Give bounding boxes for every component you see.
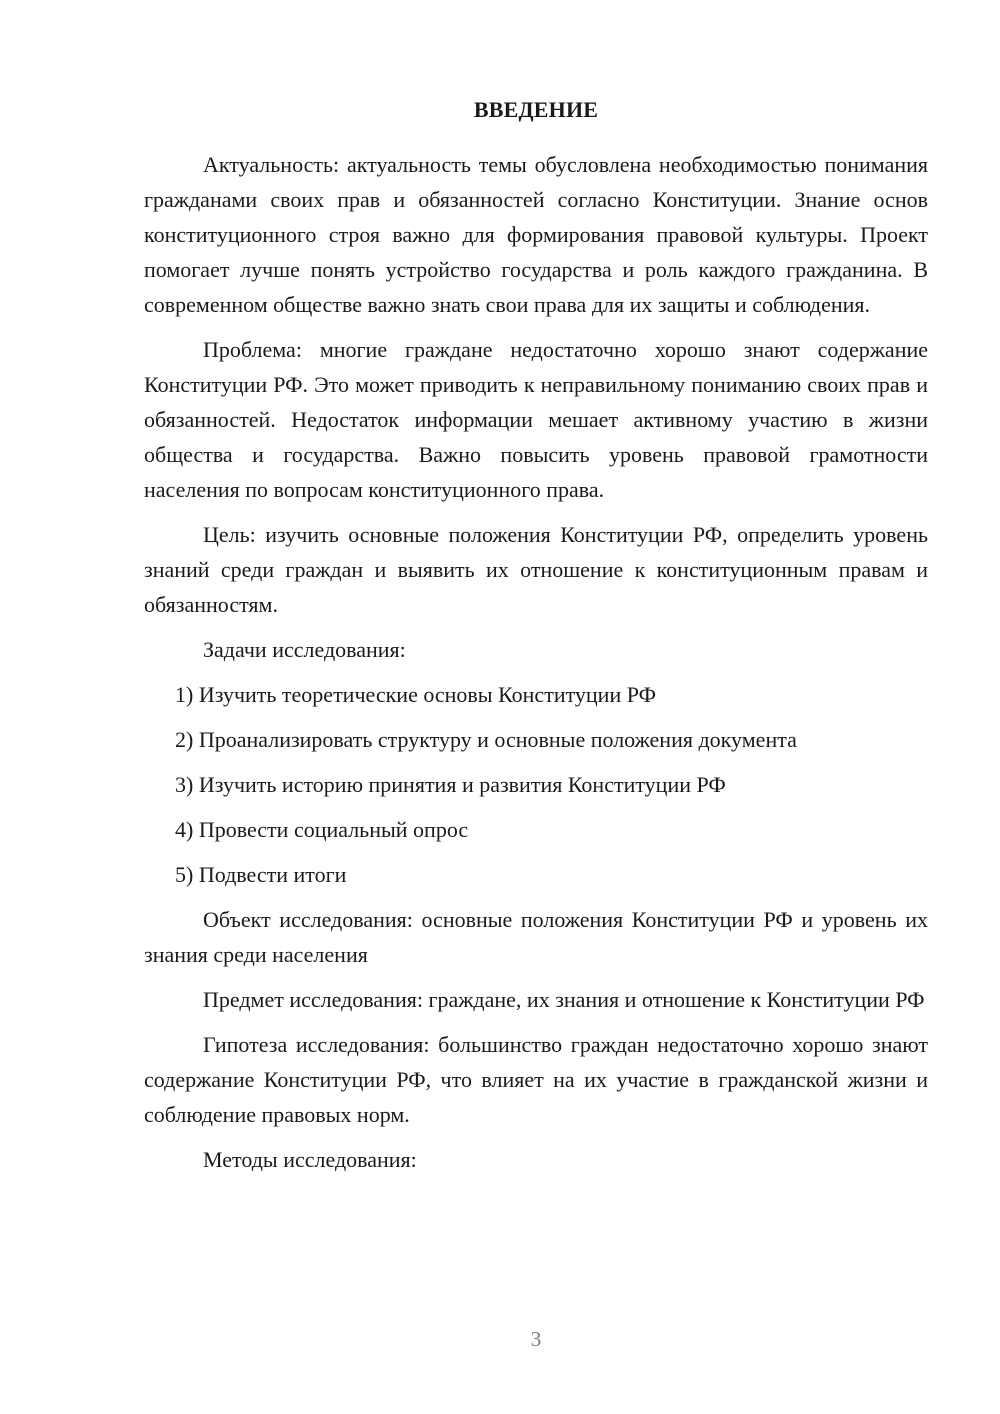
methods-heading: Методы исследования: — [203, 1147, 417, 1172]
paragraph-goal: Цель: изучить основные положения Конституции РФ, определить уровень знаний среди граждан и выявить их отношение к конституционным правам и обязанностям. — [144, 522, 928, 617]
tasks-list — [144, 677, 928, 892]
list-item: 1) Изучить теоретические основы Конституции РФ — [175, 682, 656, 707]
list-item: 3) Изучить историю принятия и развития Конституции РФ — [175, 772, 726, 797]
paragraph-subject: Предмет исследования: граждане, их знания и отношение к Конституции РФ — [203, 987, 925, 1012]
list-item: 5) Подвести итоги — [175, 862, 347, 887]
tasks-heading: Задачи исследования: — [203, 637, 406, 662]
page-number: 3 — [530, 1327, 542, 1351]
page-title: ВВЕДЕНИЕ — [473, 97, 599, 122]
document-page — [144, 92, 928, 1187]
paragraph-relevance: Актуальность: актуальность темы обусловлена необходимостью понимания гражданами своих прав и обязанностей согласно Конституции. Знание основ конституционного строя важно для формирования правовой культуры. Проект помогает лучше понять устройство государства и роль каждого гражданина. В современном обществе важно знать свои права для их защиты и соблюдения. — [144, 152, 928, 317]
paragraph-hypothesis: Гипотеза исследования: большинство граждан недостаточно хорошо знают содержание Конституции РФ, что влияет на их участие в гражданской жизни и соблюдение правовых норм. — [144, 1032, 928, 1127]
list-item: 4) Провести социальный опрос — [175, 817, 469, 842]
list-item: 2) Проанализировать структуру и основные положения документа — [175, 727, 797, 752]
paragraph-object: Объект исследования: основные положения Конституции РФ и уровень их знания среди населения — [144, 907, 928, 967]
paragraph-problem: Проблема: многие граждане недостаточно хорошо знают содержание Конституции РФ. Это может приводить к неправильному пониманию своих прав и обязанностей. Недостаток информации мешает активному участию в жизни общества и государства. Важно повысить уровень правовой грамотности населения по вопросам конституционного права. — [144, 337, 928, 502]
